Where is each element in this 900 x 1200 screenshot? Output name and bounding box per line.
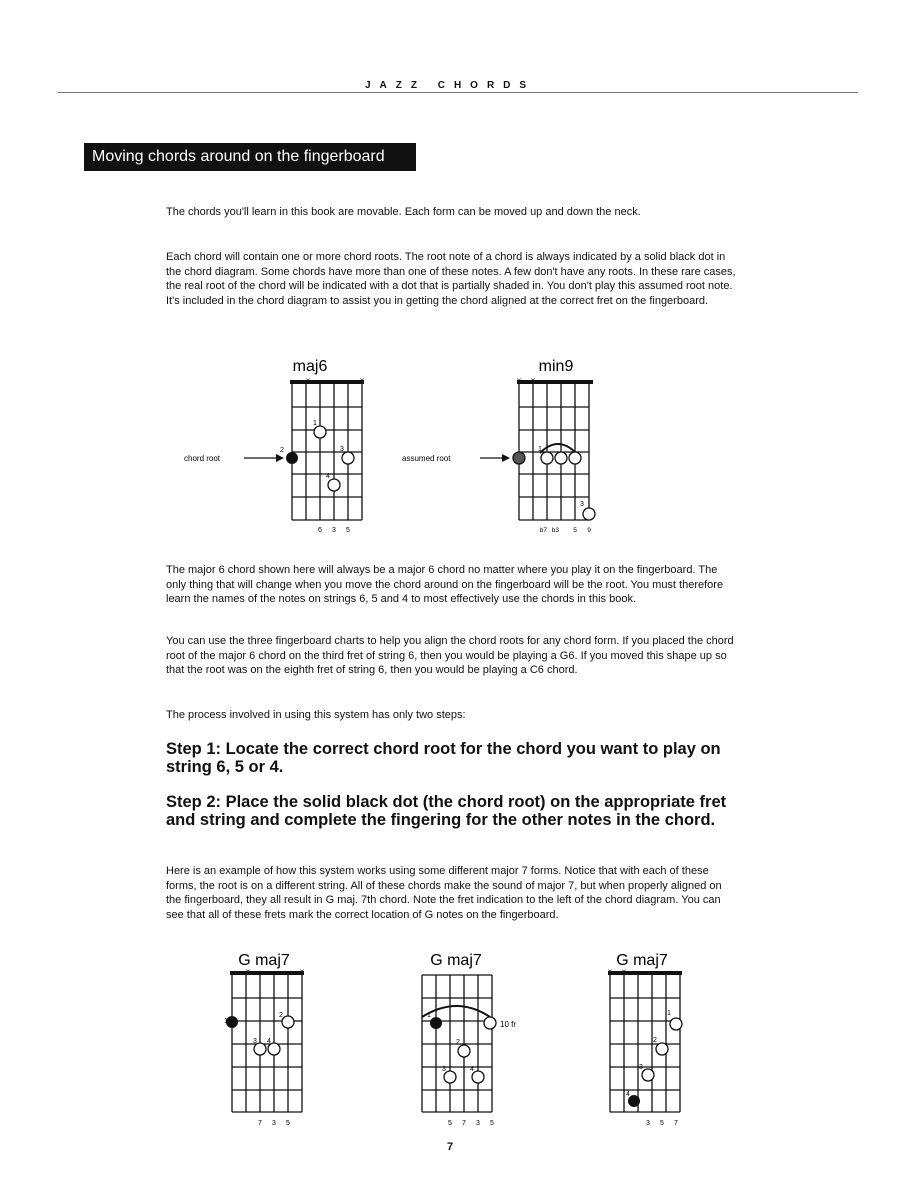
gmaj7-diagram-3 xyxy=(598,945,708,1135)
finger-dot xyxy=(656,1043,668,1055)
finger-number: 3 xyxy=(340,446,344,453)
finger-dot xyxy=(342,452,354,464)
finger-number: 4 xyxy=(626,1091,630,1098)
finger-dot xyxy=(569,452,581,464)
finger-number: 1 xyxy=(667,1010,671,1017)
chord-name: min9 xyxy=(538,358,574,375)
maj6-chord-diagram xyxy=(180,355,395,540)
interval-label: 7 xyxy=(258,1120,262,1127)
chord-name: G maj7 xyxy=(430,952,482,969)
assumed-root-label: assumed root xyxy=(402,454,451,463)
interval-label: b3 xyxy=(551,527,559,534)
finger-number: 3 xyxy=(253,1038,257,1045)
paragraph-movable-chords: The chords you'll learn in this book are movable. Each form can be moved up and down the neck. xyxy=(166,206,641,218)
interval-label: 3 xyxy=(332,527,336,534)
interval-label: 6 xyxy=(318,527,322,534)
interval-label: 7 xyxy=(674,1120,678,1127)
chord-name: maj6 xyxy=(292,358,328,375)
nut xyxy=(290,380,364,384)
finger-number: 4 xyxy=(470,1066,474,1073)
interval-label: 5 xyxy=(346,527,350,534)
chord-root-label: chord root xyxy=(184,454,221,463)
interval-label: 3 xyxy=(272,1120,276,1127)
interval-label: 5 xyxy=(286,1120,290,1127)
interval-label: 5 xyxy=(573,527,577,534)
header-rule xyxy=(58,92,858,93)
paragraph-major6: The major 6 chord shown here will always be a major 6 chord no matter where you play it on the fingerboard. The only thing that will change when you move the chord around on the fingerboard will be the root. You must therefore learn the names of the notes on strings 6, 5 and 4 to most effectively use the chords in this book. xyxy=(166,564,724,605)
finger-number: 3 xyxy=(442,1066,446,1073)
interval-label: 5 xyxy=(660,1120,664,1127)
page-number: 7 xyxy=(446,1141,454,1153)
finger-dot xyxy=(670,1018,682,1030)
min9-chord-diagram xyxy=(400,355,615,540)
finger-number: 2 xyxy=(279,1012,283,1019)
finger-number: 2 xyxy=(653,1037,657,1044)
nut xyxy=(517,380,593,384)
fret-position-label: 10 fr xyxy=(500,1020,517,1029)
section-title: Moving chords around on the fingerboard xyxy=(84,143,416,171)
pointer-arrowhead xyxy=(502,454,510,462)
paragraph-chord-roots: Each chord will contain one or more chord roots. The root note of a chord is always indicated by a solid black dot in the chord diagram. Some chords have more than one of these notes. A few don't have any roots. In these rare cases, the real root of the chord will be indicated with a dot that is partially shaded in. You don't play this assumed root note. It's included in the chord diagram to assist you in getting the chord aligned at the correct fret on the fingerboard. xyxy=(166,251,736,307)
finger-number: 1 xyxy=(224,1018,228,1025)
finger-number: 4 xyxy=(267,1038,271,1045)
interval-label: 5 xyxy=(490,1120,494,1127)
interval-label: 3 xyxy=(476,1120,480,1127)
finger-dot xyxy=(642,1069,654,1081)
finger-dot xyxy=(484,1017,496,1029)
paragraph-major7-example: Here is an example of how this system works using some different major 7 forms. Notice that with each of these forms, the root is on a different string. All of these chords make the sound of major 7, but when properly aligned on the fingerboard, they all result in G maj. 7th chord. Note the fret indication to the left of the chord diagram. You can see that all of these frets mark the correct location of G notes on the fingerboard. xyxy=(166,865,722,921)
finger-number: 2 xyxy=(456,1039,460,1046)
finger-dot xyxy=(583,508,595,520)
chord-name: G maj7 xyxy=(238,952,290,969)
root-dot xyxy=(286,452,298,464)
pointer-arrowhead xyxy=(276,454,284,462)
interval-label: 3 xyxy=(646,1120,650,1127)
finger-dot xyxy=(314,426,326,438)
finger-dot xyxy=(328,479,340,491)
finger-dot xyxy=(282,1016,294,1028)
nut xyxy=(608,971,682,975)
chord-name: G maj7 xyxy=(616,952,668,969)
root-dot xyxy=(430,1017,442,1029)
barre-arc xyxy=(422,1006,490,1017)
gmaj7-diagram-2 xyxy=(410,945,540,1135)
nut xyxy=(230,971,304,975)
fretboard-grid xyxy=(292,384,362,520)
interval-label: 7 xyxy=(462,1120,466,1127)
step-1: Step 1: Locate the correct chord root for the chord you want to play on string 6, 5 or 4. xyxy=(166,740,721,776)
interval-label: 9 xyxy=(587,527,591,534)
interval-label: 5 xyxy=(448,1120,452,1127)
paragraph-fingerboard-charts: You can use the three fingerboard charts to help you align the chord roots for any chord form. If you placed the chord root of the major 6 chord on the third fret of string 6, then you would be playing a G6. If you moved this shape up so that the root was on the eighth fret of string 6, then you would be playing a C6 chord. xyxy=(166,635,734,676)
finger-number: 2 xyxy=(280,447,284,454)
finger-dot xyxy=(541,452,553,464)
paragraph-two-steps: The process involved in using this system has only two steps: xyxy=(166,709,466,721)
finger-number: 1 xyxy=(427,1012,431,1019)
gmaj7-diagram-1 xyxy=(220,945,330,1135)
finger-number: 4 xyxy=(326,473,330,480)
fretboard-grid xyxy=(610,975,680,1112)
finger-number: 1 xyxy=(538,446,542,453)
running-header: JAZZ CHORDS xyxy=(364,80,536,91)
finger-number: 3 xyxy=(580,501,584,508)
interval-label: b7 xyxy=(539,527,547,534)
finger-dot xyxy=(458,1045,470,1057)
fretboard-grid xyxy=(519,384,589,520)
assumed-root-dot xyxy=(513,452,525,464)
finger-number: 1 xyxy=(313,420,317,427)
step-2: Step 2: Place the solid black dot (the chord root) on the appropriate fret and string and complete the fingering for the other notes in the chord. xyxy=(166,793,727,829)
finger-dot xyxy=(555,452,567,464)
finger-number: 3 xyxy=(639,1064,643,1071)
